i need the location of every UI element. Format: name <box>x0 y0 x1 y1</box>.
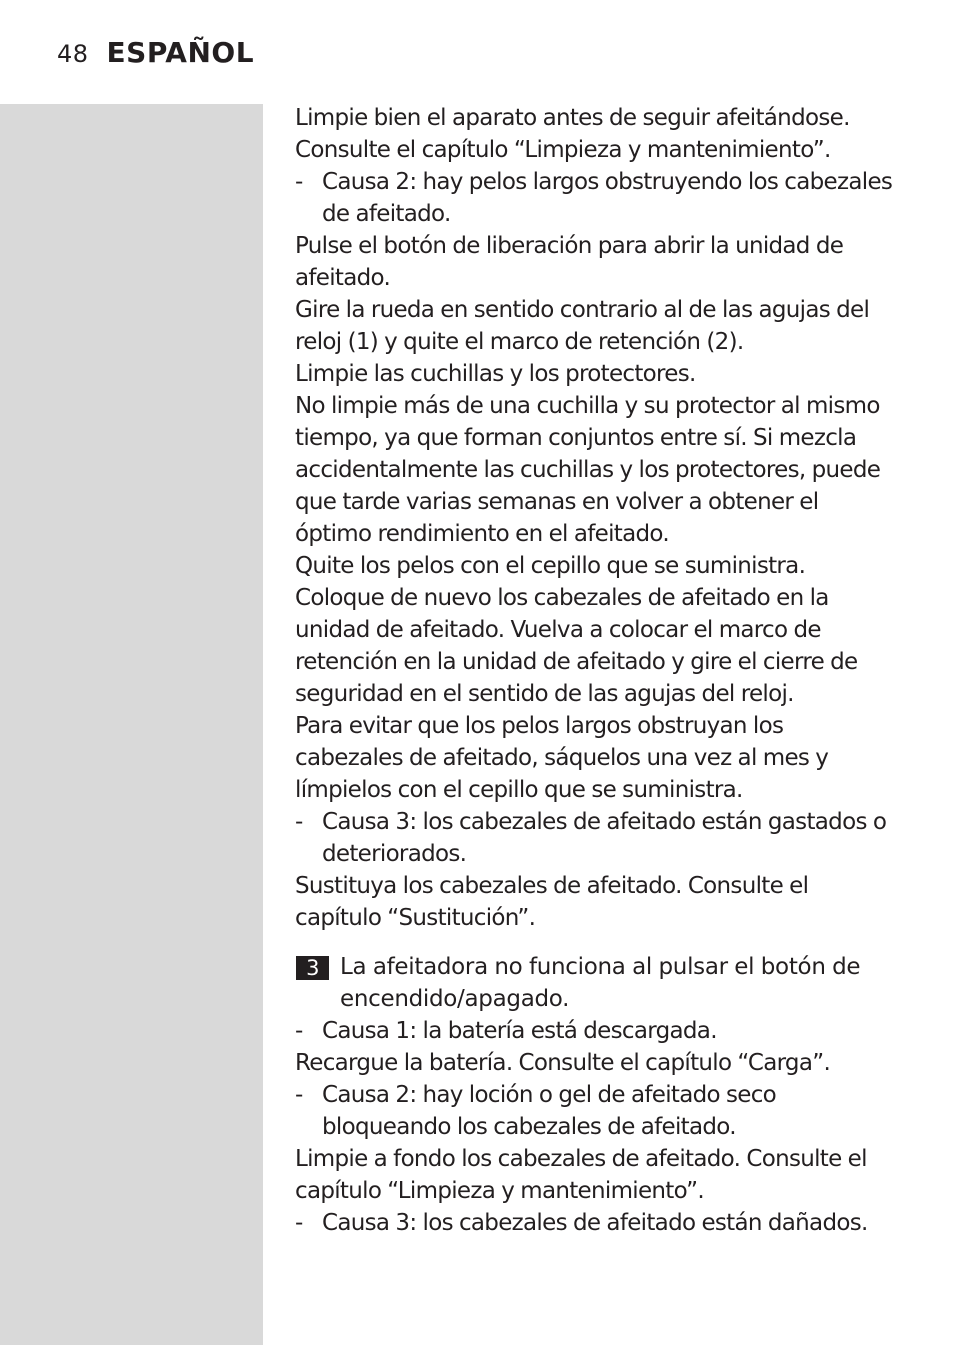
paragraph: Coloque de nuevo los cabezales de afeitado en la unidad de afeitado. Vuelva a colocar el marco de retención en la unidad de afeitado y gire el cierre de seguridad en el sentido de las agujas del reloj. <box>295 585 858 707</box>
bullet-dash: - <box>295 1082 303 1108</box>
bullet-item <box>295 166 895 230</box>
bullet-text: Causa 1: la batería está descargada. <box>322 1018 717 1044</box>
bullet-text: Causa 2: hay loción o gel de afeitado seco bloqueando los cabezales de afeitado. <box>322 1082 777 1140</box>
bullet-dash: - <box>295 809 303 835</box>
page-header <box>57 36 254 76</box>
page-number: 48 <box>57 40 89 68</box>
bullet-dash: - <box>295 169 303 195</box>
step-number-badge: 3 <box>296 956 329 980</box>
bullet-item <box>295 1079 895 1143</box>
bullet-dash: - <box>295 1210 303 1236</box>
main-content <box>295 102 895 1239</box>
step-heading <box>295 951 895 1015</box>
bullet-text: Causa 3: los cabezales de afeitado están gastados o deteriorados. <box>322 809 887 867</box>
paragraph: No limpie más de una cuchilla y su protector al mismo tiempo, ya que forman conjuntos entre sí. Si mezcla accidentalmente las cuchillas y los protectores, puede que tarde varias semanas en volver a obtener el óptimo rendimiento en el afeitado. <box>295 393 881 547</box>
paragraph: Limpie bien el aparato antes de seguir afeitándose. Consulte el capítulo “Limpieza y mantenimiento”. <box>295 105 850 163</box>
bullet-item <box>295 1015 895 1047</box>
section-title: ESPAÑOL <box>106 36 255 69</box>
bullet-item <box>295 806 895 870</box>
paragraph: Quite los pelos con el cepillo que se suministra. <box>295 553 806 579</box>
step-text: La afeitadora no funciona al pulsar el botón de encendido/apagado. <box>340 954 861 1012</box>
paragraph: Pulse el botón de liberación para abrir la unidad de afeitado. <box>295 233 844 291</box>
bullet-item <box>295 1207 895 1239</box>
paragraph: Limpie las cuchillas y los protectores. <box>295 361 696 387</box>
paragraph: Gire la rueda en sentido contrario al de las agujas del reloj (1) y quite el marco de retención (2). <box>295 297 870 355</box>
bullet-text: Causa 3: los cabezales de afeitado están dañados. <box>322 1210 868 1236</box>
sidebar-margin <box>0 104 263 1345</box>
paragraph: Limpie a fondo los cabezales de afeitado. Consulte el capítulo “Limpieza y mantenimiento”. <box>295 1146 867 1204</box>
bullet-dash: - <box>295 1018 303 1044</box>
paragraph: Recargue la batería. Consulte el capítulo “Carga”. <box>295 1050 831 1076</box>
bullet-text: Causa 2: hay pelos largos obstruyendo los cabezales de afeitado. <box>322 169 893 227</box>
paragraph: Sustituya los cabezales de afeitado. Consulte el capítulo “Sustitución”. <box>295 873 809 931</box>
paragraph: Para evitar que los pelos largos obstruyan los cabezales de afeitado, sáquelos una vez al mes y límpielos con el cepillo que se suministra. <box>295 713 829 803</box>
